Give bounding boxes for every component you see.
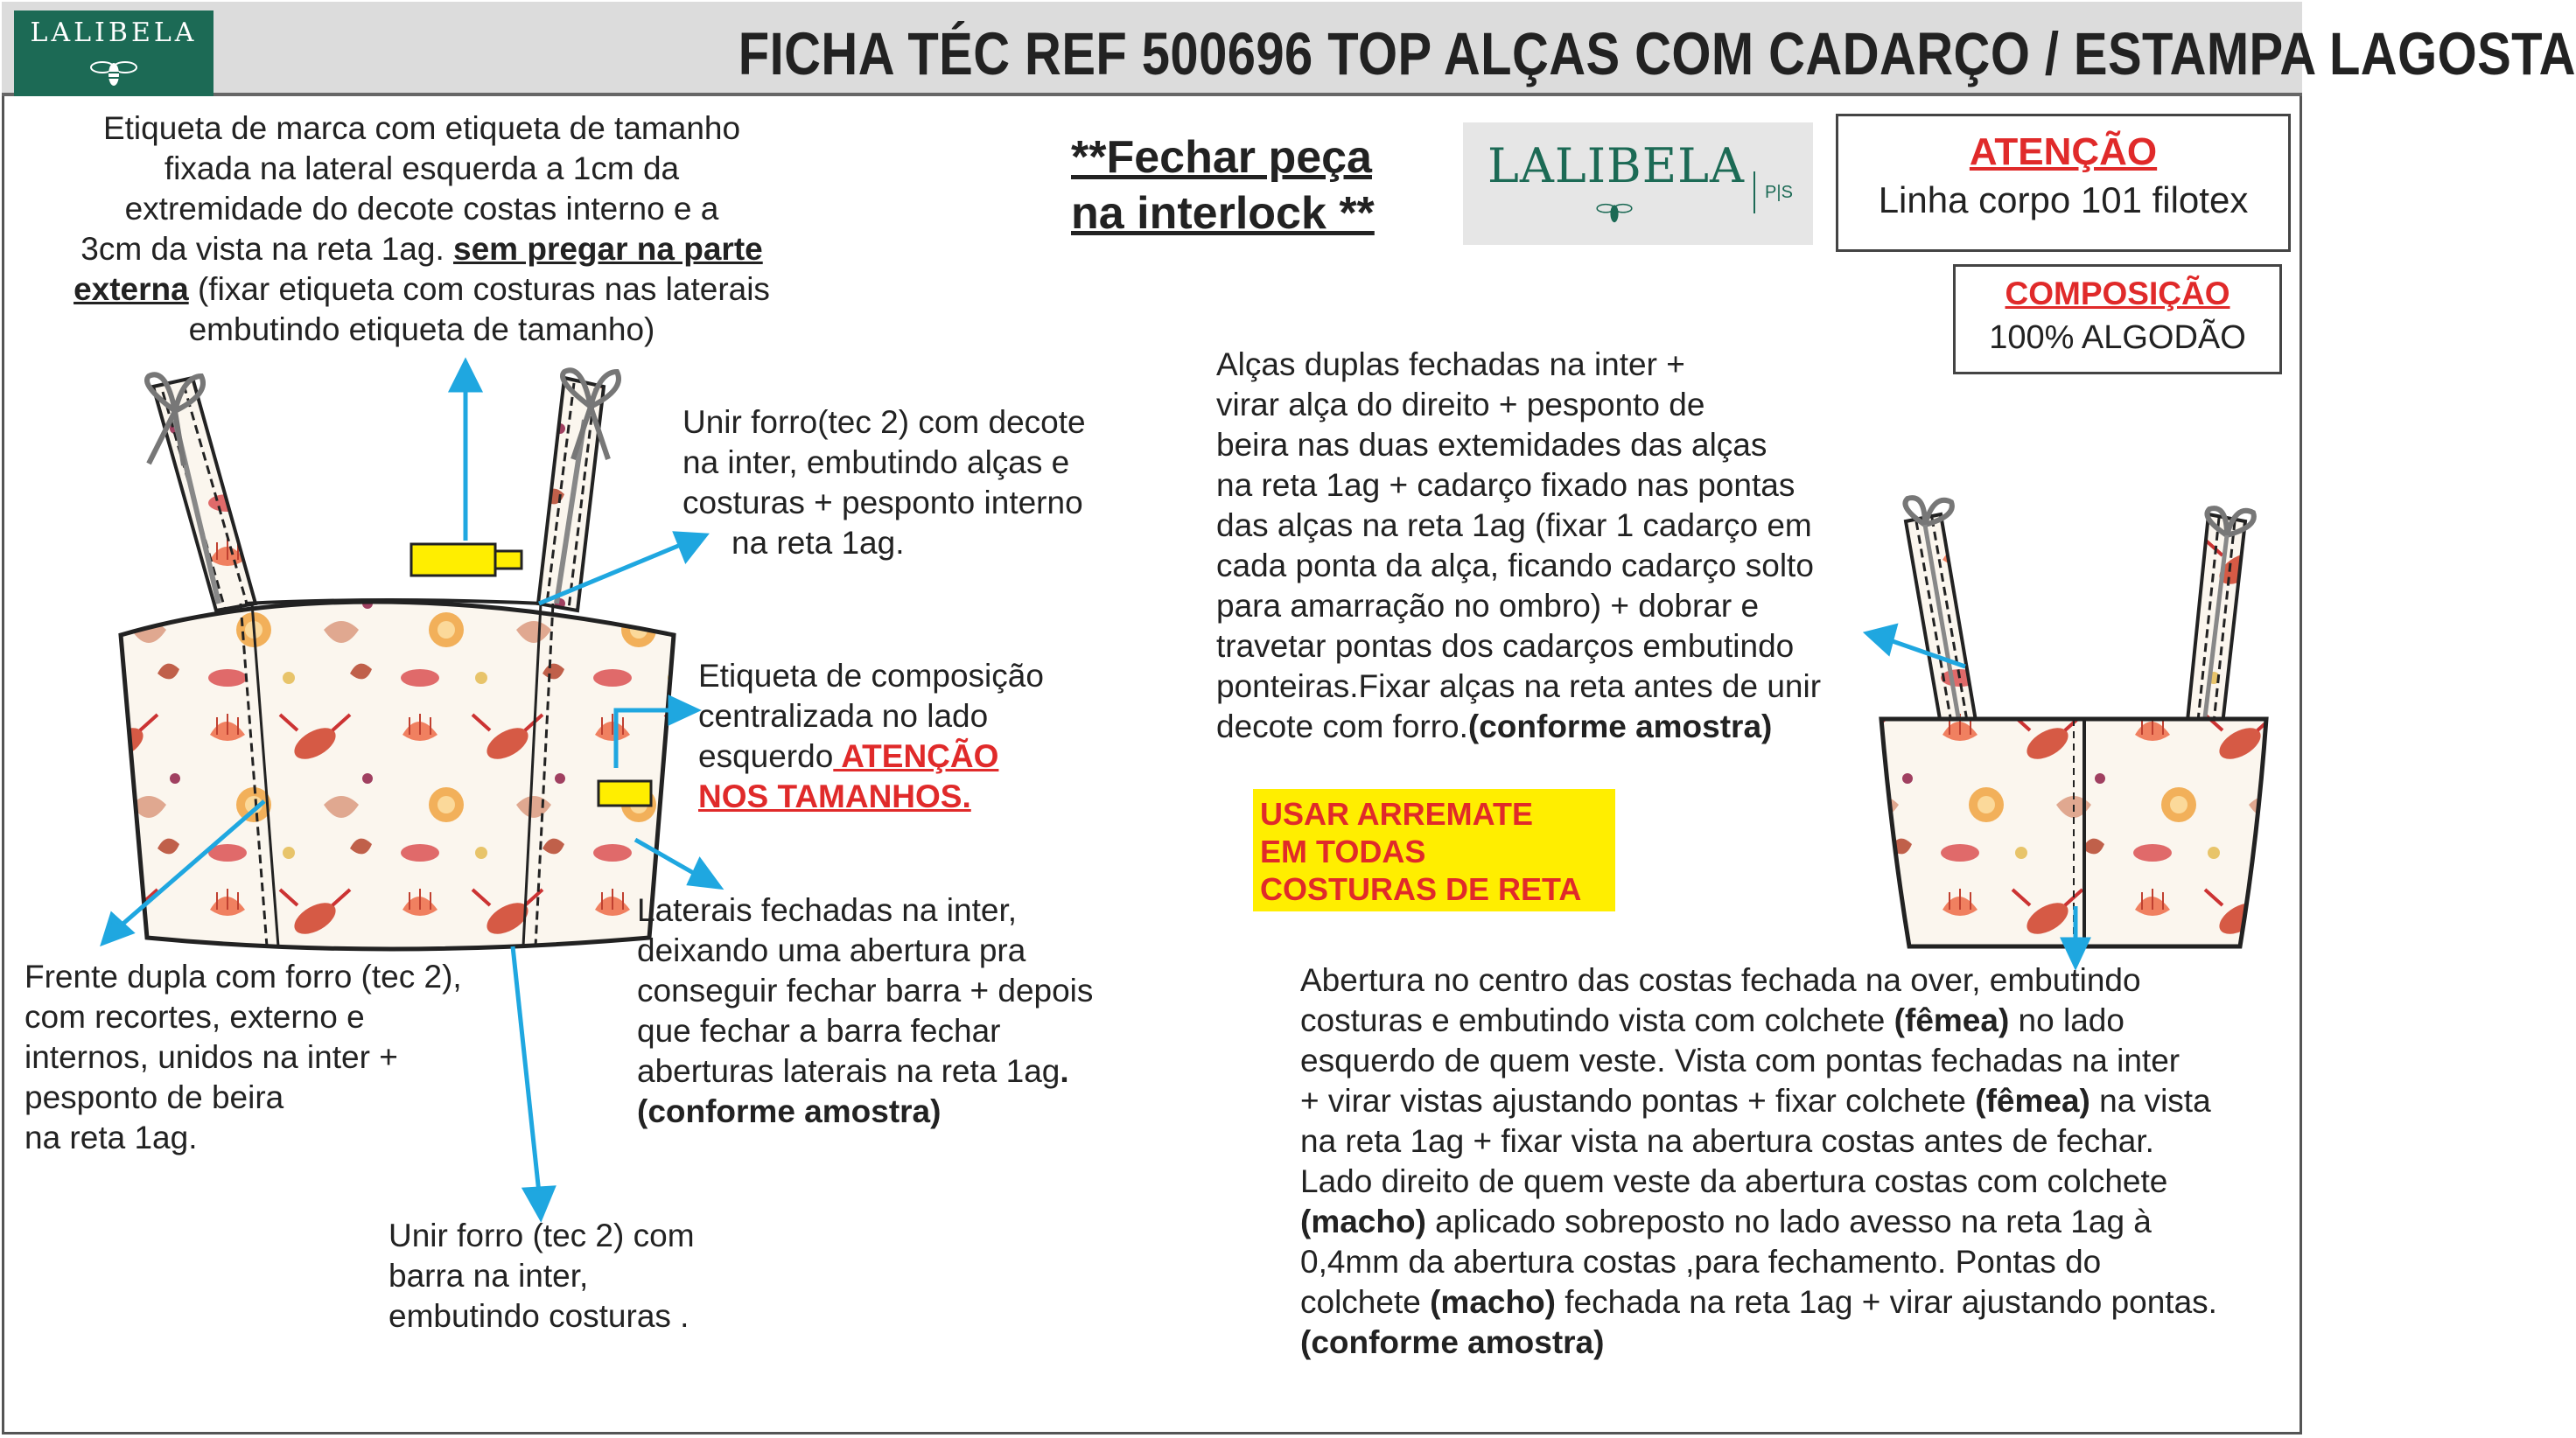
brand-label-line: embutindo etiqueta de tamanho): [188, 311, 655, 347]
back-line: na vista: [2090, 1083, 2211, 1119]
arremate-line: USAR ARREMATE: [1260, 796, 1533, 832]
composition-label-line: Etiqueta de composição: [698, 658, 1044, 694]
front-line: internos, unidos na inter +: [24, 1039, 398, 1075]
sides-line: deixando uma abertura pra: [637, 932, 1026, 968]
front-body: [121, 600, 674, 949]
lining-line: na reta 1ag.: [732, 525, 905, 561]
interlock-line: **Fechar peça: [1071, 132, 1372, 183]
composition-label-line: centralizada no lado: [698, 698, 989, 734]
back-line: no lado: [2009, 1002, 2124, 1038]
straps-line: ponteiras.Fixar alças na reta antes de unir: [1216, 668, 1822, 704]
brand-label-note: [19, 108, 824, 350]
back-line-emphasis: (fêmea): [1894, 1002, 2010, 1038]
back-line: + virar vistas ajustando pontas + fixar colchete: [1300, 1083, 1976, 1119]
attention-heading: ATENÇÃO: [1969, 130, 2158, 173]
attention-text: Linha corpo 101 filotex: [1878, 179, 2249, 220]
ps-mark: P|S: [1754, 171, 1802, 213]
attention-box: [1836, 114, 2291, 252]
composition-heading: COMPOSIÇÃO: [2005, 276, 2230, 311]
back-line: Abertura no centro das costas fechada na over, embutindo: [1300, 962, 2141, 998]
brand-label-line: (fixar etiqueta com costuras nas laterais: [188, 271, 770, 307]
lining-line: Unir forro(tec 2) com decote: [682, 404, 1086, 440]
back-line: Lado direito de quem veste da abertura costas com colchete: [1300, 1163, 2168, 1199]
sides-note: [637, 890, 1180, 1132]
back-note: [1300, 960, 2298, 1363]
arremate-line: COSTURAS DE RETA: [1260, 871, 1582, 907]
brand-label-line: extremidade do decote costas interno e a: [124, 191, 719, 227]
back-line: aplicado sobreposto no lado avesso na reta 1ag à: [1425, 1204, 2152, 1239]
lining-note: [682, 402, 1172, 563]
lining-line: costuras + pesponto interno: [682, 485, 1083, 520]
back-line: esquerdo de quem veste. Vista com pontas fechadas na inter: [1300, 1043, 2180, 1078]
interlock-note: [1071, 129, 1375, 241]
straps-sample-note: (conforme amostra): [1467, 709, 1773, 744]
ps-mark-p: P: [1765, 183, 1777, 202]
back-right-strap: [2188, 508, 2254, 724]
back-line: costuras e embutindo vista com colchete: [1300, 1002, 1894, 1038]
brand-label-swatch: [411, 544, 522, 576]
back-line-emphasis: (macho): [1300, 1204, 1426, 1239]
lining-line: na inter, embutindo alças e: [682, 444, 1070, 480]
composition-label-alert: NOS TAMANHOS.: [698, 778, 971, 814]
straps-line: decote com forro.: [1216, 709, 1468, 744]
brand-label-line: 3cm da vista na reta 1ag.: [80, 231, 454, 267]
sides-line: aberturas laterais na reta 1ag: [637, 1053, 1060, 1089]
brand-ps-logo-text: LALIBELA: [1488, 138, 1746, 193]
back-line: colchete: [1300, 1284, 1431, 1320]
back-line: fechada na reta 1ag + virar ajustando pontas.: [1556, 1284, 2217, 1320]
hem-line: barra na inter,: [388, 1258, 589, 1294]
brand-label-line: Etiqueta de marca com etiqueta de tamanho: [102, 110, 741, 146]
arremate-line: EM TODAS: [1260, 834, 1426, 869]
straps-line: cada ponta da alça, ficando cadarço solto: [1216, 548, 1814, 583]
back-line-emphasis: (macho): [1430, 1284, 1556, 1320]
front-line: Frente dupla com forro (tec 2),: [24, 959, 462, 995]
straps-note: [1216, 345, 1916, 747]
sides-sample-note: (conforme amostra): [637, 1093, 942, 1129]
sides-line: conseguir fechar barra + depois: [637, 973, 1094, 1009]
brand-label-line: fixada na lateral esquerda a 1cm da: [164, 150, 680, 186]
back-line: na reta 1ag + fixar vista na abertura costas antes de fechar.: [1300, 1123, 2154, 1159]
straps-line: Alças duplas fechadas na inter +: [1216, 346, 1685, 382]
back-line-emphasis: (fêmea): [1975, 1083, 2090, 1119]
front-line: na reta 1ag.: [24, 1120, 198, 1155]
straps-line: beira nas duas extemidades das alças: [1216, 427, 1768, 463]
hem-note: [388, 1216, 791, 1337]
brand-label-emphasis: sem pregar na parte: [453, 231, 763, 267]
sides-line: que fechar a barra fechar: [637, 1013, 1001, 1049]
front-note: [24, 957, 532, 1158]
composition-label-alert: ATENÇÃO: [833, 738, 999, 774]
hem-line: Unir forro (tec 2) com: [388, 1218, 695, 1253]
straps-line: para amarração no ombro) + dobrar e: [1216, 588, 1760, 624]
straps-line: virar alça do direito + pesponto de: [1216, 387, 1705, 422]
bee-icon: [1594, 198, 1634, 226]
back-line: 0,4mm da abertura costas ,para fechamento. Pontas do: [1300, 1244, 2102, 1280]
back-sample-note: (conforme amostra): [1300, 1324, 1605, 1360]
front-left-strap: [147, 374, 256, 611]
straps-line: das alças na reta 1ag (fixar 1 cadarço em: [1216, 507, 1812, 543]
sides-line-end: .: [1060, 1053, 1069, 1089]
brand-label-emphasis: externa: [74, 271, 189, 307]
composition-label-note: [698, 656, 1188, 817]
front-line: pesponto de beira: [24, 1079, 284, 1115]
interlock-line: na interlock **: [1071, 188, 1375, 239]
composition-box: [1953, 264, 2282, 374]
composition-label-line: esquerdo: [698, 738, 834, 774]
ps-mark-s: S: [1781, 183, 1793, 202]
hem-line: embutindo costuras .: [388, 1298, 690, 1334]
composition-label-swatch: [598, 781, 651, 806]
composition-text: 100% ALGODÃO: [1989, 319, 2246, 356]
sides-line: Laterais fechadas na inter,: [637, 892, 1018, 928]
straps-line: na reta 1ag + cadarço fixado nas pontas: [1216, 467, 1796, 503]
straps-line: travetar pontas dos cadarços embutindo: [1216, 628, 1795, 664]
page-title: FICHA TÉC REF 500696 TOP ALÇAS COM CADARÇO / ESTAMPA LAGOSTA: [738, 20, 2576, 87]
arremate-highlight: [1253, 789, 1615, 911]
front-line: com recortes, externo e: [24, 999, 365, 1035]
brand-ps-logo: [1463, 122, 1813, 245]
brand-logo-text: LALIBELA: [30, 17, 198, 48]
